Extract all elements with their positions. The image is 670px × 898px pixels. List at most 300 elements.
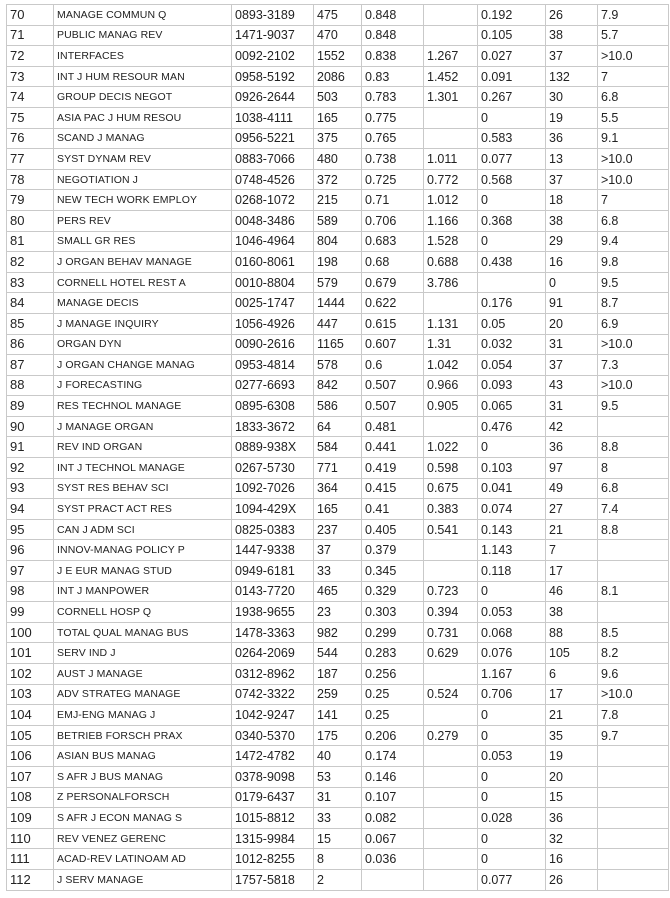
journal-title-cell: CORNELL HOSP Q (54, 602, 232, 623)
issn-cell: 0949-6181 (232, 561, 314, 582)
col6-cell: 0.541 (424, 519, 478, 540)
col6-cell (424, 416, 478, 437)
col9-cell: 7 (598, 190, 669, 211)
rank-cell: 96 (7, 540, 54, 561)
col5-cell: 0.174 (362, 746, 424, 767)
col9-cell: >10.0 (598, 169, 669, 190)
table-row (7, 849, 669, 870)
col5-cell: 0.838 (362, 46, 424, 67)
issn-cell: 1056-4926 (232, 313, 314, 334)
journal-title-cell: J FORECASTING (54, 375, 232, 396)
col7-cell: 0.583 (478, 128, 546, 149)
col9-cell: 8.1 (598, 581, 669, 602)
col7-cell: 0.192 (478, 5, 546, 26)
col5-cell: 0.68 (362, 252, 424, 273)
rank-cell: 101 (7, 643, 54, 664)
issn-cell: 0048-3486 (232, 210, 314, 231)
journal-title-cell: AUST J MANAGE (54, 664, 232, 685)
col7-cell: 1.143 (478, 540, 546, 561)
col7-cell: 0.568 (478, 169, 546, 190)
table-row (7, 313, 669, 334)
journal-title-cell: NEGOTIATION J (54, 169, 232, 190)
col6-cell (424, 664, 478, 685)
col5-cell: 0.83 (362, 66, 424, 87)
col7-cell: 0.091 (478, 66, 546, 87)
col8-cell: 36 (546, 808, 598, 829)
col5-cell: 0.25 (362, 684, 424, 705)
col7-cell: 0 (478, 107, 546, 128)
col8-cell: 0 (546, 272, 598, 293)
rank-cell: 97 (7, 561, 54, 582)
journal-title-cell: ASIAN BUS MANAG (54, 746, 232, 767)
col8-cell: 26 (546, 5, 598, 26)
col7-cell: 0.706 (478, 684, 546, 705)
col9-cell: >10.0 (598, 334, 669, 355)
col8-cell: 18 (546, 190, 598, 211)
col4-cell: 1444 (314, 293, 362, 314)
table-row (7, 602, 669, 623)
journal-title-cell: SCAND J MANAG (54, 128, 232, 149)
col8-cell: 15 (546, 787, 598, 808)
table-body (7, 5, 669, 891)
col7-cell: 0.053 (478, 602, 546, 623)
rank-cell: 112 (7, 869, 54, 890)
col6-cell (424, 746, 478, 767)
journal-title-cell: ORGAN DYN (54, 334, 232, 355)
col7-cell: 0.054 (478, 355, 546, 376)
journal-title-cell: GROUP DECIS NEGOT (54, 87, 232, 108)
rank-cell: 89 (7, 396, 54, 417)
col6-cell (424, 787, 478, 808)
col7-cell: 1.167 (478, 664, 546, 685)
issn-cell: 1038-4111 (232, 107, 314, 128)
col4-cell: 2 (314, 869, 362, 890)
col4-cell: 771 (314, 458, 362, 479)
col6-cell: 1.131 (424, 313, 478, 334)
issn-cell: 0742-3322 (232, 684, 314, 705)
col9-cell: 5.7 (598, 25, 669, 46)
col6-cell: 1.31 (424, 334, 478, 355)
rank-cell: 70 (7, 5, 54, 26)
col6-cell: 0.629 (424, 643, 478, 664)
col7-cell: 0.438 (478, 252, 546, 273)
col6-cell: 0.905 (424, 396, 478, 417)
table-row (7, 293, 669, 314)
col8-cell: 21 (546, 705, 598, 726)
rank-cell: 85 (7, 313, 54, 334)
col9-cell: 7.4 (598, 499, 669, 520)
col9-cell: 9.1 (598, 128, 669, 149)
col9-cell: >10.0 (598, 375, 669, 396)
col9-cell: 6.9 (598, 313, 669, 334)
col7-cell: 0.05 (478, 313, 546, 334)
journal-title-cell: MANAGE COMMUN Q (54, 5, 232, 26)
journal-title-cell: INNOV-MANAG POLICY P (54, 540, 232, 561)
col9-cell: 9.5 (598, 396, 669, 417)
col5-cell: 0.848 (362, 5, 424, 26)
col8-cell: 42 (546, 416, 598, 437)
col6-cell: 1.022 (424, 437, 478, 458)
col9-cell: 8 (598, 458, 669, 479)
table-row (7, 519, 669, 540)
col9-cell: 8.7 (598, 293, 669, 314)
col9-cell (598, 766, 669, 787)
issn-cell: 1478-3363 (232, 622, 314, 643)
col7-cell: 0 (478, 725, 546, 746)
col5-cell: 0.615 (362, 313, 424, 334)
col7-cell: 0 (478, 190, 546, 211)
issn-cell: 1315-9984 (232, 828, 314, 849)
col8-cell: 6 (546, 664, 598, 685)
col4-cell: 64 (314, 416, 362, 437)
col7-cell: 0 (478, 437, 546, 458)
rank-cell: 71 (7, 25, 54, 46)
journal-title-cell: J MANAGE INQUIRY (54, 313, 232, 334)
col9-cell: 6.8 (598, 210, 669, 231)
issn-cell: 0264-2069 (232, 643, 314, 664)
issn-cell: 0010-8804 (232, 272, 314, 293)
rank-cell: 111 (7, 849, 54, 870)
rank-cell: 99 (7, 602, 54, 623)
col4-cell: 175 (314, 725, 362, 746)
col5-cell: 0.607 (362, 334, 424, 355)
col8-cell: 32 (546, 828, 598, 849)
table-row (7, 643, 669, 664)
col8-cell: 13 (546, 149, 598, 170)
col8-cell: 16 (546, 252, 598, 273)
issn-cell: 0825-0383 (232, 519, 314, 540)
col7-cell: 0 (478, 849, 546, 870)
col7-cell: 0 (478, 581, 546, 602)
col6-cell: 1.267 (424, 46, 478, 67)
col5-cell: 0.41 (362, 499, 424, 520)
col5-cell: 0.107 (362, 787, 424, 808)
col4-cell: 475 (314, 5, 362, 26)
col6-cell (424, 25, 478, 46)
col6-cell (424, 869, 478, 890)
journal-title-cell: SMALL GR RES (54, 231, 232, 252)
table-row (7, 149, 669, 170)
col9-cell (598, 540, 669, 561)
col4-cell: 8 (314, 849, 362, 870)
journal-title-cell: INT J MANPOWER (54, 581, 232, 602)
table-row (7, 396, 669, 417)
issn-cell: 1015-8812 (232, 808, 314, 829)
col8-cell: 38 (546, 210, 598, 231)
col9-cell: 8.2 (598, 643, 669, 664)
col9-cell: 9.6 (598, 664, 669, 685)
col4-cell: 165 (314, 499, 362, 520)
table-row (7, 375, 669, 396)
col6-cell: 1.301 (424, 87, 478, 108)
col8-cell: 37 (546, 169, 598, 190)
rank-cell: 104 (7, 705, 54, 726)
col8-cell: 19 (546, 107, 598, 128)
table-row (7, 478, 669, 499)
col6-cell: 0.394 (424, 602, 478, 623)
col6-cell: 1.011 (424, 149, 478, 170)
issn-cell: 1833-3672 (232, 416, 314, 437)
col5-cell: 0.848 (362, 25, 424, 46)
col8-cell: 97 (546, 458, 598, 479)
col6-cell (424, 766, 478, 787)
issn-cell: 1471-9037 (232, 25, 314, 46)
col7-cell: 0.041 (478, 478, 546, 499)
issn-cell: 1094-429X (232, 499, 314, 520)
col5-cell: 0.283 (362, 643, 424, 664)
rank-cell: 84 (7, 293, 54, 314)
col8-cell: 38 (546, 602, 598, 623)
col9-cell: 9.8 (598, 252, 669, 273)
col6-cell (424, 828, 478, 849)
col6-cell: 0.524 (424, 684, 478, 705)
issn-cell: 0883-7066 (232, 149, 314, 170)
col7-cell: 0 (478, 231, 546, 252)
rank-cell: 107 (7, 766, 54, 787)
table-row (7, 416, 669, 437)
table-row (7, 87, 669, 108)
issn-cell: 0143-7720 (232, 581, 314, 602)
issn-cell: 1012-8255 (232, 849, 314, 870)
col8-cell: 88 (546, 622, 598, 643)
col8-cell: 132 (546, 66, 598, 87)
col5-cell: 0.783 (362, 87, 424, 108)
col4-cell: 23 (314, 602, 362, 623)
rank-cell: 109 (7, 808, 54, 829)
journal-title-cell: NEW TECH WORK EMPLOY (54, 190, 232, 211)
col6-cell (424, 849, 478, 870)
col5-cell: 0.303 (362, 602, 424, 623)
col5-cell (362, 869, 424, 890)
col8-cell: 49 (546, 478, 598, 499)
col9-cell (598, 561, 669, 582)
col4-cell: 842 (314, 375, 362, 396)
col8-cell: 27 (546, 499, 598, 520)
rank-cell: 78 (7, 169, 54, 190)
col7-cell (478, 272, 546, 293)
col8-cell: 43 (546, 375, 598, 396)
col4-cell: 40 (314, 746, 362, 767)
col8-cell: 31 (546, 396, 598, 417)
col5-cell: 0.146 (362, 766, 424, 787)
col8-cell: 29 (546, 231, 598, 252)
col5-cell: 0.725 (362, 169, 424, 190)
col5-cell: 0.082 (362, 808, 424, 829)
col4-cell: 584 (314, 437, 362, 458)
col8-cell: 16 (546, 849, 598, 870)
col4-cell: 37 (314, 540, 362, 561)
issn-cell: 0179-6437 (232, 787, 314, 808)
col8-cell: 105 (546, 643, 598, 664)
col5-cell: 0.622 (362, 293, 424, 314)
col5-cell: 0.345 (362, 561, 424, 582)
col6-cell (424, 808, 478, 829)
issn-cell: 0895-6308 (232, 396, 314, 417)
col6-cell: 0.688 (424, 252, 478, 273)
col7-cell: 0.076 (478, 643, 546, 664)
rank-cell: 76 (7, 128, 54, 149)
journal-title-cell: EMJ-ENG MANAG J (54, 705, 232, 726)
col8-cell: 38 (546, 25, 598, 46)
col7-cell: 0.176 (478, 293, 546, 314)
col6-cell (424, 561, 478, 582)
journal-title-cell: Z PERSONALFORSCH (54, 787, 232, 808)
col4-cell: 470 (314, 25, 362, 46)
col9-cell: 6.8 (598, 478, 669, 499)
col5-cell: 0.679 (362, 272, 424, 293)
rank-cell: 73 (7, 66, 54, 87)
col5-cell: 0.481 (362, 416, 424, 437)
table-row (7, 458, 669, 479)
col7-cell: 0.077 (478, 869, 546, 890)
col4-cell: 198 (314, 252, 362, 273)
table-row (7, 107, 669, 128)
col5-cell: 0.379 (362, 540, 424, 561)
table-row (7, 684, 669, 705)
col7-cell: 0.143 (478, 519, 546, 540)
col8-cell: 91 (546, 293, 598, 314)
col4-cell: 259 (314, 684, 362, 705)
col7-cell: 0.267 (478, 87, 546, 108)
journal-title-cell: MANAGE DECIS (54, 293, 232, 314)
journal-title-cell: CAN J ADM SCI (54, 519, 232, 540)
issn-cell: 0889-938X (232, 437, 314, 458)
col7-cell: 0.068 (478, 622, 546, 643)
issn-cell: 1447-9338 (232, 540, 314, 561)
col8-cell: 31 (546, 334, 598, 355)
col4-cell: 237 (314, 519, 362, 540)
col4-cell: 1165 (314, 334, 362, 355)
table-row (7, 808, 669, 829)
col7-cell: 0.027 (478, 46, 546, 67)
col8-cell: 37 (546, 46, 598, 67)
col6-cell (424, 540, 478, 561)
journal-title-cell: BETRIEB FORSCH PRAX (54, 725, 232, 746)
rank-cell: 83 (7, 272, 54, 293)
journal-title-cell: J E EUR MANAG STUD (54, 561, 232, 582)
issn-cell: 0312-8962 (232, 664, 314, 685)
table-row (7, 787, 669, 808)
col7-cell: 0 (478, 766, 546, 787)
table-row (7, 664, 669, 685)
table-row (7, 66, 669, 87)
col8-cell: 36 (546, 128, 598, 149)
col4-cell: 465 (314, 581, 362, 602)
col6-cell: 0.723 (424, 581, 478, 602)
col9-cell (598, 602, 669, 623)
col4-cell: 375 (314, 128, 362, 149)
col4-cell: 15 (314, 828, 362, 849)
issn-cell: 1092-7026 (232, 478, 314, 499)
table-row (7, 499, 669, 520)
col7-cell: 0.103 (478, 458, 546, 479)
rank-cell: 82 (7, 252, 54, 273)
col6-cell (424, 5, 478, 26)
col8-cell: 7 (546, 540, 598, 561)
col8-cell: 37 (546, 355, 598, 376)
col8-cell: 36 (546, 437, 598, 458)
rank-cell: 79 (7, 190, 54, 211)
col6-cell: 0.675 (424, 478, 478, 499)
col5-cell: 0.256 (362, 664, 424, 685)
col9-cell (598, 746, 669, 767)
journal-title-cell: S AFR J ECON MANAG S (54, 808, 232, 829)
journal-title-cell: J SERV MANAGE (54, 869, 232, 890)
col6-cell: 3.786 (424, 272, 478, 293)
col6-cell: 1.042 (424, 355, 478, 376)
rank-cell: 74 (7, 87, 54, 108)
col6-cell: 0.966 (424, 375, 478, 396)
rank-cell: 106 (7, 746, 54, 767)
journal-title-cell: ASIA PAC J HUM RESOU (54, 107, 232, 128)
journal-title-cell: INT J TECHNOL MANAGE (54, 458, 232, 479)
journal-title-cell: PUBLIC MANAG REV (54, 25, 232, 46)
issn-cell: 1046-4964 (232, 231, 314, 252)
table-row (7, 437, 669, 458)
journal-title-cell: SYST RES BEHAV SCI (54, 478, 232, 499)
col5-cell: 0.6 (362, 355, 424, 376)
journal-title-cell: J ORGAN BEHAV MANAGE (54, 252, 232, 273)
rank-cell: 88 (7, 375, 54, 396)
col9-cell: 7.3 (598, 355, 669, 376)
rank-cell: 91 (7, 437, 54, 458)
col7-cell: 0.077 (478, 149, 546, 170)
table-row (7, 334, 669, 355)
rank-cell: 87 (7, 355, 54, 376)
rank-cell: 94 (7, 499, 54, 520)
col7-cell: 0.476 (478, 416, 546, 437)
col5-cell: 0.706 (362, 210, 424, 231)
col6-cell: 0.598 (424, 458, 478, 479)
col9-cell: 9.7 (598, 725, 669, 746)
col4-cell: 364 (314, 478, 362, 499)
col8-cell: 17 (546, 684, 598, 705)
rank-cell: 102 (7, 664, 54, 685)
table-row (7, 46, 669, 67)
col6-cell (424, 107, 478, 128)
issn-cell: 0956-5221 (232, 128, 314, 149)
rank-cell: 92 (7, 458, 54, 479)
journal-title-cell: INT J HUM RESOUR MAN (54, 66, 232, 87)
table-row (7, 581, 669, 602)
col8-cell: 20 (546, 313, 598, 334)
journal-table (6, 4, 669, 891)
col4-cell: 804 (314, 231, 362, 252)
table-row (7, 25, 669, 46)
col7-cell: 0.032 (478, 334, 546, 355)
journal-title-cell: CORNELL HOTEL REST A (54, 272, 232, 293)
col9-cell (598, 808, 669, 829)
col6-cell: 1.452 (424, 66, 478, 87)
col7-cell: 0.368 (478, 210, 546, 231)
col8-cell: 19 (546, 746, 598, 767)
table-row (7, 190, 669, 211)
col9-cell: 5.5 (598, 107, 669, 128)
table-row (7, 705, 669, 726)
col6-cell: 1.012 (424, 190, 478, 211)
issn-cell: 1938-9655 (232, 602, 314, 623)
col8-cell: 46 (546, 581, 598, 602)
col9-cell (598, 849, 669, 870)
col4-cell: 141 (314, 705, 362, 726)
col9-cell: 7.8 (598, 705, 669, 726)
col4-cell: 165 (314, 107, 362, 128)
table-row (7, 210, 669, 231)
table-row (7, 622, 669, 643)
col5-cell: 0.067 (362, 828, 424, 849)
col4-cell: 2086 (314, 66, 362, 87)
rank-cell: 105 (7, 725, 54, 746)
